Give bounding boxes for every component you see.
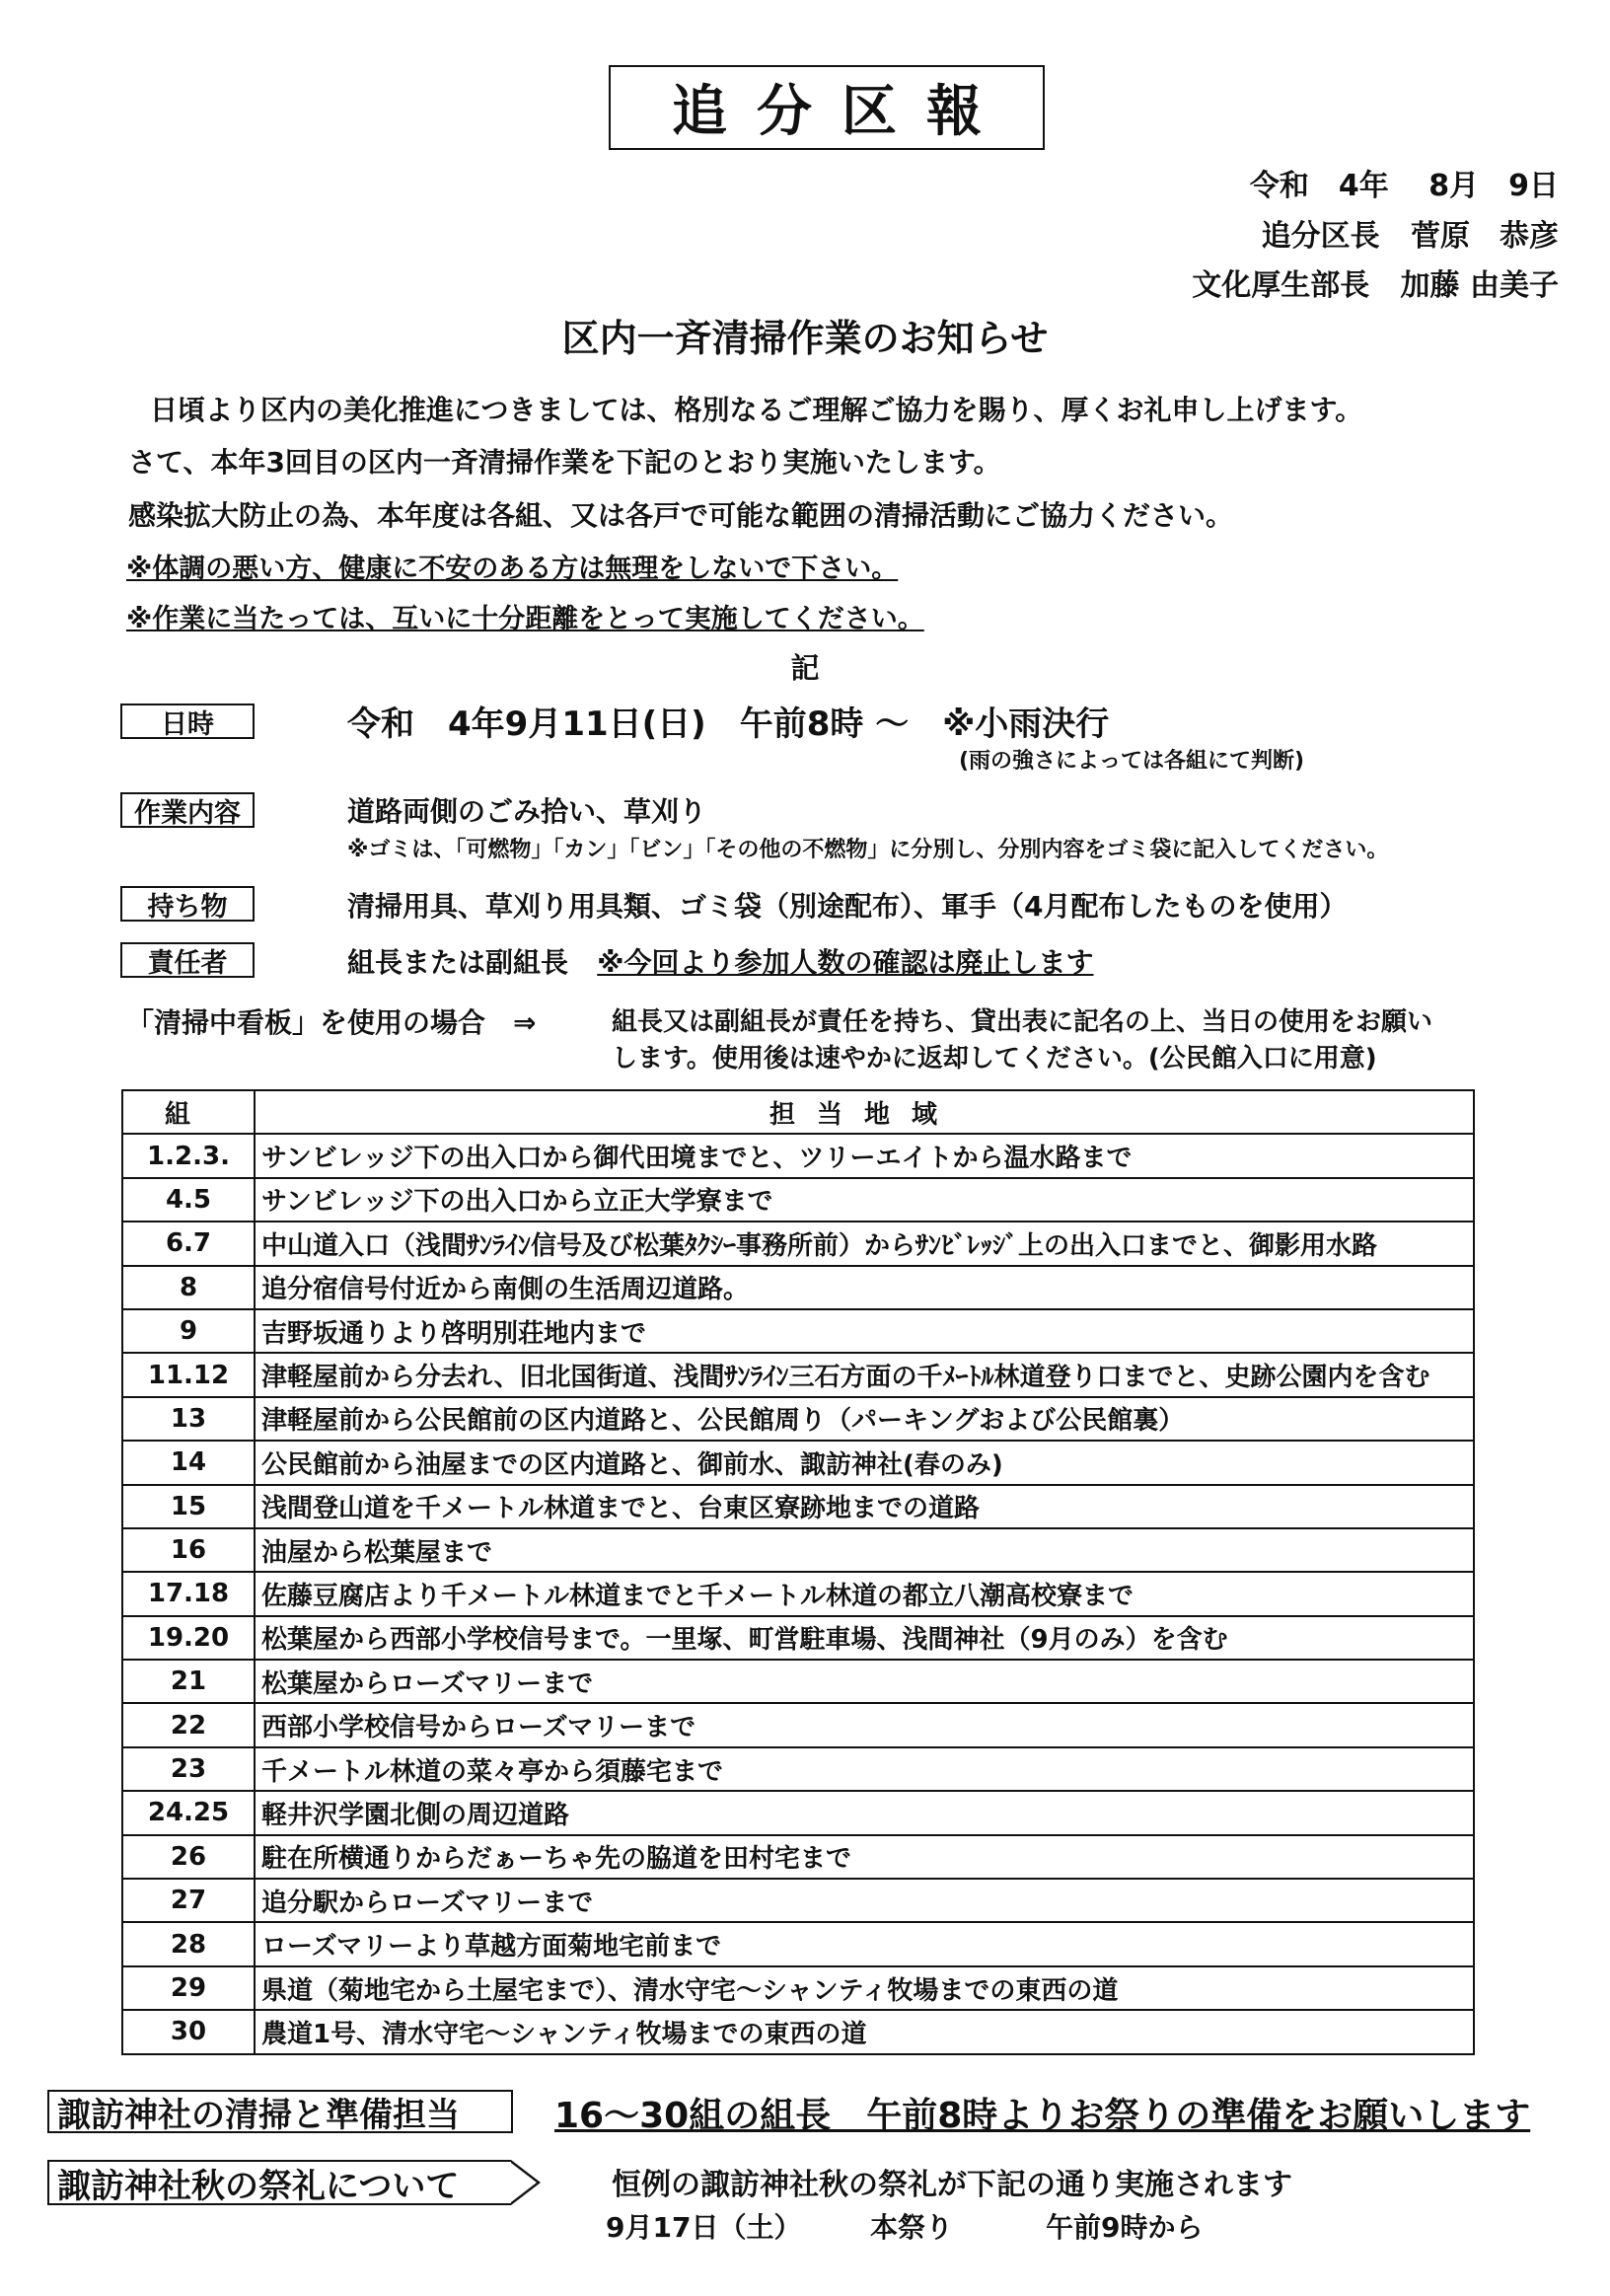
group-cell: 9 [122, 1309, 255, 1353]
area-cell: 追分宿信号付近から南側の生活周辺道路。 [255, 1266, 1474, 1309]
paragraph-2: さて、本年3回目の区内一斉清掃作業を下記のとおり実施いたします。 [128, 446, 1001, 479]
area-cell: 佐藤豆腐店より千メートル林道までと千メートル林道の都立八潮高校寮まで [255, 1572, 1474, 1615]
group-cell: 11.12 [122, 1353, 255, 1396]
group-cell: 16 [122, 1528, 255, 1572]
responsible-text: 組長または副組長 [347, 946, 569, 979]
group-cell: 8 [122, 1266, 255, 1309]
area-cell: 浅間登山道を千メートル林道までと、台東区寮跡地までの道路 [255, 1485, 1474, 1528]
label-work: 作業内容 [120, 792, 255, 828]
issuer-1 [1262, 211, 1559, 255]
festival-date: 9月17日（土） [606, 2211, 802, 2244]
suwa-festival-label: 諏訪神社秋の祭礼について [47, 2160, 511, 2205]
area-cell: 津軽屋前から分去れ、旧北国街道、浅間ｻﾝﾗｲﾝ三石方面の千ﾒｰﾄﾙ林道登り口までと、史跡公園内を含む [255, 1353, 1474, 1396]
note-distance: ※作業に当たっては、互いに十分距離をとって実施してください。 [126, 604, 924, 634]
group-cell: 26 [122, 1835, 255, 1879]
festival-event: 本祭り [870, 2211, 954, 2244]
suwa-cleaning-text: 16～30組の組長 午前8時よりお祭りの準備をお願いします [554, 2096, 1531, 2136]
area-cell: 千メートル林道の菜々亭から須藤宅まで [255, 1747, 1474, 1791]
work-value: 道路両側のごみ拾い、草刈り [347, 795, 707, 828]
area-cell: 軽井沢学園北側の周辺道路 [255, 1791, 1474, 1834]
table-row [122, 1485, 1474, 1528]
label-datetime: 日時 [120, 704, 255, 739]
area-assignment-table [121, 1089, 1475, 2055]
suwa-cleaning-label: 諏訪神社の清掃と準備担当 [47, 2090, 513, 2133]
items-value: 清掃用具、草刈り用具類、ゴミ袋（別途配布）、軍手（4月配布したものを使用） [347, 890, 1348, 923]
issuer-2 [1192, 260, 1559, 304]
page-title: 追分区報 [609, 65, 1045, 150]
paragraph-3: 感染拡大防止の為、本年度は各組、又は各戸で可能な範囲の清掃活動にご協力ください。 [128, 499, 1234, 532]
table-row [122, 1134, 1474, 1177]
table-row [122, 1660, 1474, 1703]
festival-time: 午前9時から [1046, 2211, 1204, 2244]
table-row [122, 1791, 1474, 1834]
issuer-1-name: 菅原 恭彦 [1411, 219, 1559, 254]
area-cell: サンビレッジ下の出入口から立正大学寮まで [255, 1178, 1474, 1222]
table-body [122, 1134, 1474, 2053]
issue-date: 令和 4年 8月 9日 [1249, 169, 1559, 203]
area-cell: 吉野坂通りより啓明別荘地内まで [255, 1309, 1474, 1353]
table-header-row [122, 1090, 1474, 1134]
datetime-value: 令和 4年9月11日(日) 午前8時 ～ ※小雨決行 [347, 704, 1110, 744]
notice-heading: 区内一斉清掃作業のお知らせ [561, 317, 1049, 360]
table-row [122, 1879, 1474, 1922]
label-responsible: 責任者 [120, 942, 255, 978]
table-row [122, 1966, 1474, 2010]
group-cell: 13 [122, 1397, 255, 1441]
suwa-festival-text: 恒例の諏訪神社秋の祭礼が下記の通り実施されます [612, 2168, 1292, 2202]
area-cell: 松葉屋から西部小学校信号まで。一里塚、町営駐車場、浅間神社（9月のみ）を含む [255, 1616, 1474, 1660]
table-row [122, 1222, 1474, 1265]
group-cell: 29 [122, 1966, 255, 2010]
group-cell: 23 [122, 1747, 255, 1791]
table-row [122, 1178, 1474, 1222]
group-cell: 4.5 [122, 1178, 255, 1222]
paragraph-1: 日頃より区内の美化推進につきましては、格別なるご理解ご協力を賜り、厚くお礼申し上げます。 [150, 394, 1363, 426]
table-row [122, 2010, 1474, 2053]
group-cell: 21 [122, 1660, 255, 1703]
group-cell: 30 [122, 2010, 255, 2053]
responsible-note: ※今回より参加人数の確認は廃止します [597, 946, 1094, 979]
label-items: 持ち物 [120, 886, 255, 922]
group-cell: 6.7 [122, 1222, 255, 1265]
area-cell: 西部小学校信号からローズマリーまで [255, 1703, 1474, 1746]
table-row [122, 1397, 1474, 1441]
area-cell: 農道1号、清水守宅～シャンティ牧場までの東西の道 [255, 2010, 1474, 2053]
group-cell: 19.20 [122, 1616, 255, 1660]
work-sub: ※ゴミは、「可燃物」「カン」「ビン」「その他の不燃物」に分別し、分別内容をゴミ袋に記入してください。 [347, 838, 1389, 862]
area-cell: 津軽屋前から公民館前の区内道路と、公民館周り（パーキングおよび公民館裏） [255, 1397, 1474, 1441]
area-cell: 追分駅からローズマリーまで [255, 1879, 1474, 1922]
table-row [122, 1835, 1474, 1879]
area-cell: 駐在所横通りからだぁーちゃ先の脇道を田村宅まで [255, 1835, 1474, 1879]
header-group: 組 [122, 1090, 255, 1134]
group-cell: 28 [122, 1922, 255, 1965]
table-row [122, 1309, 1474, 1353]
area-cell: 中山道入口（浅間ｻﾝﾗｲﾝ信号及び松葉ﾀｸｼｰ事務所前）からｻﾝﾋﾞﾚｯｼﾞ上の出入口までと、御影用水路 [255, 1222, 1474, 1265]
area-cell: 公民館前から油屋までの区内道路と、御前水、諏訪神社(春のみ) [255, 1441, 1474, 1484]
table-row [122, 1266, 1474, 1309]
table-row [122, 1922, 1474, 1965]
table-row [122, 1703, 1474, 1746]
signboard-line-1: 組長又は副組長が責任を持ち、貸出表に記名の上、当日の使用をお願い [612, 1007, 1433, 1037]
group-cell: 22 [122, 1703, 255, 1746]
datetime-sub: (雨の強さによっては各組にて判断) [959, 749, 1305, 774]
group-cell: 27 [122, 1879, 255, 1922]
group-cell: 15 [122, 1485, 255, 1528]
area-cell: 県道（菊地宅から土屋宅まで）、清水守宅～シャンティ牧場までの東西の道 [255, 1966, 1474, 2010]
note-health: ※体調の悪い方、健康に不安のある方は無理をしないで下さい。 [126, 554, 899, 584]
area-cell: ローズマリーより草越方面菊地宅前まで [255, 1922, 1474, 1965]
signboard-label: 「清掃中看板」を使用の場合 ⇒ [126, 1006, 537, 1039]
signboard-line-2: します。使用後は速やかに返却してください。(公民館入口に用意) [612, 1044, 1377, 1074]
issuer-1-role: 追分区長 [1261, 219, 1380, 254]
ki-mark: 記 [790, 651, 820, 685]
table-row [122, 1747, 1474, 1791]
issuer-2-name: 加藤 由美子 [1400, 268, 1559, 303]
area-cell: サンビレッジ下の出入口から御代田境までと、ツリーエイトから温水路まで [255, 1134, 1474, 1177]
group-cell: 17.18 [122, 1572, 255, 1615]
group-cell: 14 [122, 1441, 255, 1484]
issuer-2-role: 文化厚生部長 [1192, 268, 1370, 303]
area-cell: 油屋から松葉屋まで [255, 1528, 1474, 1572]
table-row [122, 1572, 1474, 1615]
responsible-value [347, 941, 1094, 981]
group-cell: 24.25 [122, 1791, 255, 1834]
table-row [122, 1528, 1474, 1572]
table-row [122, 1616, 1474, 1660]
group-cell: 1.2.3. [122, 1134, 255, 1177]
table-row [122, 1353, 1474, 1396]
area-cell: 松葉屋からローズマリーまで [255, 1660, 1474, 1703]
header-area: 担当地域 [255, 1090, 1474, 1134]
table-row [122, 1441, 1474, 1484]
